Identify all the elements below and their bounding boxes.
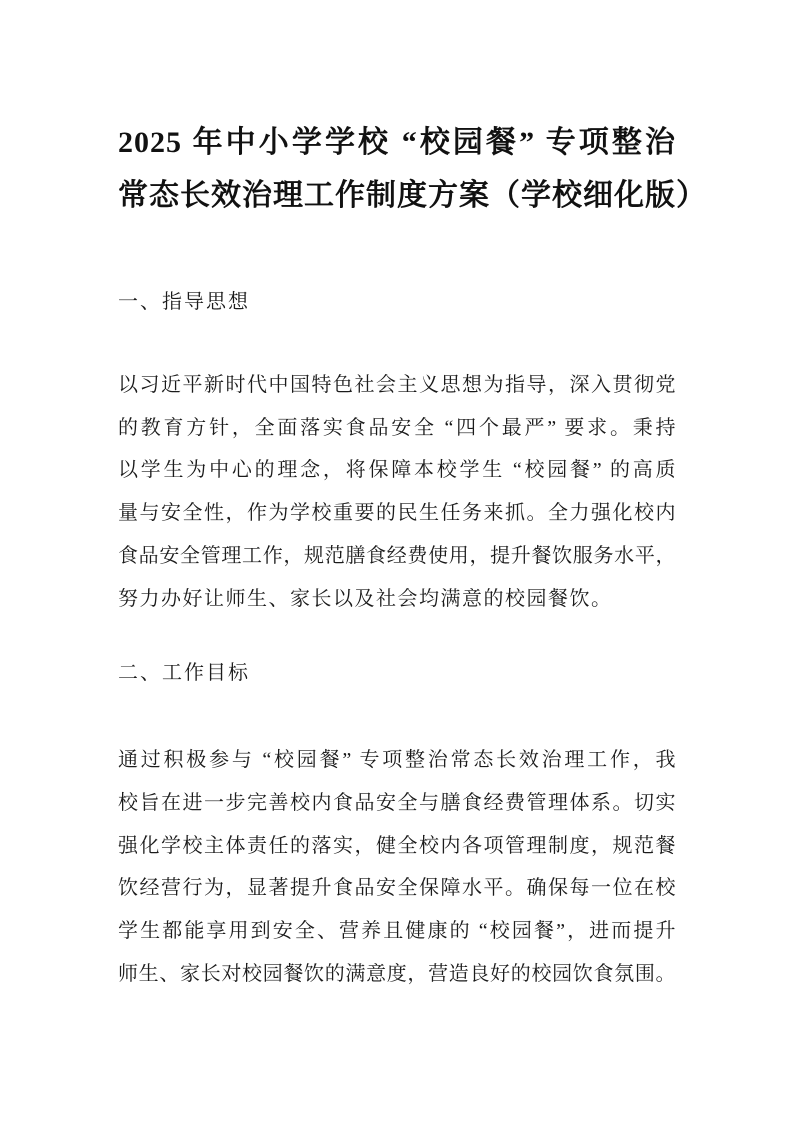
paragraph-1 bbox=[118, 364, 676, 620]
document-title bbox=[118, 116, 707, 222]
text-line: 强化学校主体责任的落实，健全校内各项管理制度，规范餐 bbox=[118, 834, 676, 857]
title-line-1: 2025 年中小学学校 “校园餐” 专项整治 bbox=[118, 126, 676, 159]
paragraph-2 bbox=[118, 739, 676, 995]
section-1 bbox=[118, 287, 676, 620]
text-line: 校旨在进一步完善校内食品安全与膳食经费管理体系。切实 bbox=[118, 791, 676, 814]
text-line: 的教育方针，全面落实食品安全 “四个最严” 要求。秉持 bbox=[118, 416, 676, 439]
text-line: 量与安全性，作为学校重要的民生任务来抓。全力强化校内 bbox=[118, 502, 676, 525]
document-sections bbox=[118, 287, 676, 995]
title-line-2: 常态长效治理工作制度方案（学校细化版） bbox=[118, 179, 707, 212]
text-line: 努力办好让师生、家长以及社会均满意的校园餐饮。 bbox=[118, 587, 613, 610]
section-heading-2: 二、工作目标 bbox=[118, 662, 250, 685]
text-line: 以习近平新时代中国特色社会主义思想为指导，深入贯彻党 bbox=[118, 374, 676, 396]
text-line: 食品安全管理工作，规范膳食经费使用，提升餐饮服务水平， bbox=[118, 544, 676, 567]
section-heading-1: 一、指导思想 bbox=[118, 291, 250, 313]
text-line: 学生都能享用到安全、营养且健康的 “校园餐”，进而提升 bbox=[118, 920, 676, 943]
section-2 bbox=[118, 658, 676, 995]
text-line: 以学生为中心的理念，将保障本校学生 “校园餐” 的高质 bbox=[118, 459, 676, 482]
text-line: 师生、家长对校园餐饮的满意度，营造良好的校园饮食氛围。 bbox=[118, 962, 676, 985]
text-line: 饮经营行为，显著提升食品安全保障水平。确保每一位在校 bbox=[118, 877, 676, 900]
text-line: 通过积极参与 “校园餐” 专项整治常态长效治理工作，我 bbox=[118, 749, 676, 772]
